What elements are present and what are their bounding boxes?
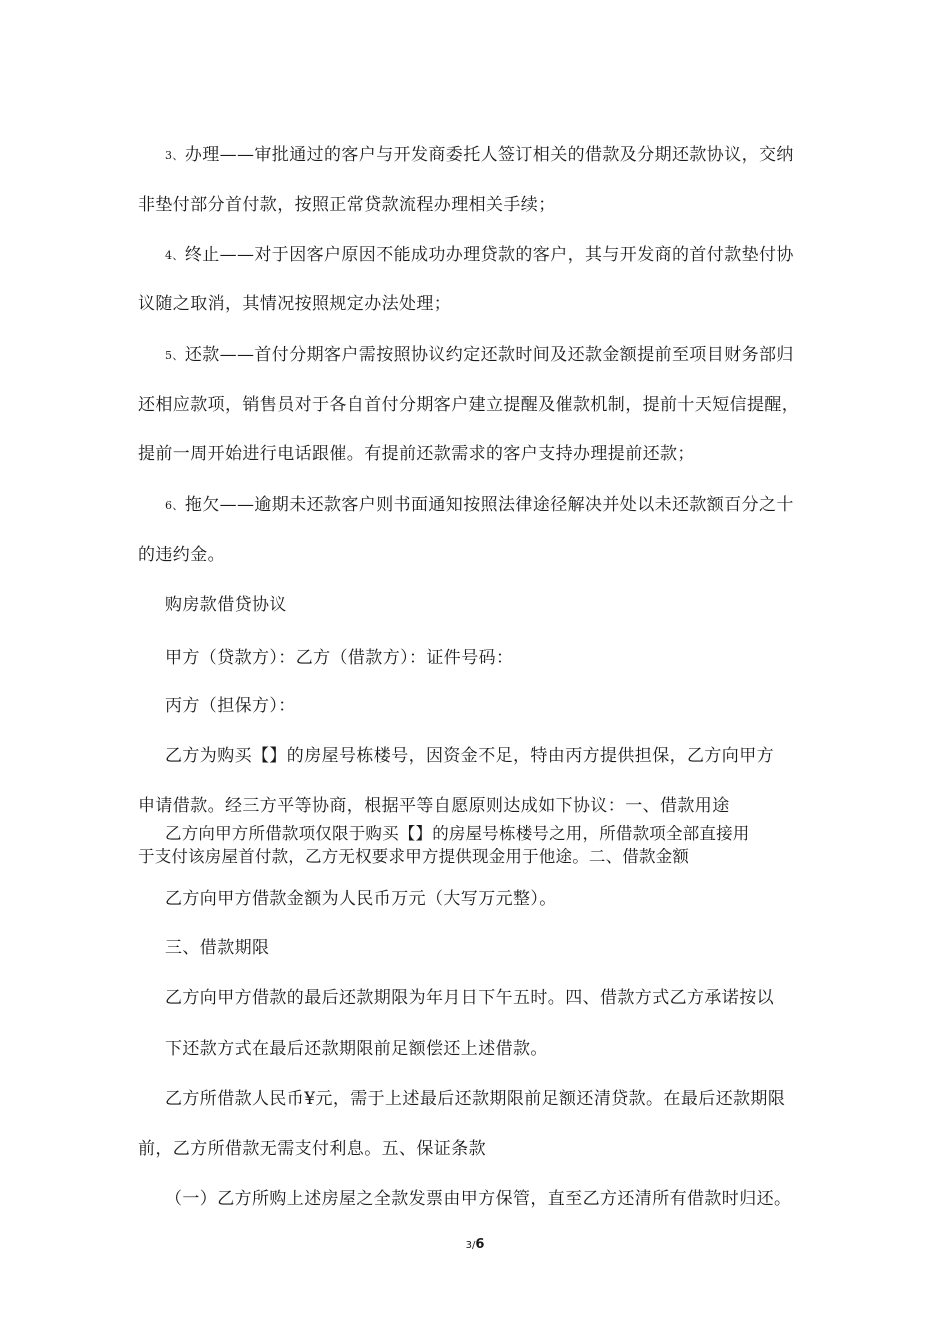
parties-line-2: 丙方（担保方）： [165,696,296,716]
paragraph-line: 下还款方式在最后还款期限前足额偿还上述借款。 [165,1039,548,1059]
item-text: 还款——首付分期客户需按照协议约定还款时间及还款金额提前至项目财务部归 [184,345,794,365]
parties-line-1: 甲方（贷款方）：乙方（借款方）：证件号码： [165,648,514,668]
paragraph-line: （一）乙方所购上述房屋之全款发票由甲方保管，直至乙方还清所有借款时归还。 [165,1189,792,1209]
agreement-title: 购房款借贷协议 [165,595,287,615]
item-number: 3、 [165,149,184,162]
paragraph-line: 申请借款。经三方平等协商，根据平等自愿原则达成如下协议：一、借款用途 [138,796,730,816]
item-text: 拖欠——逾期未还款客户则书面通知按照法律途径解决并处以未还款额百分之十 [184,495,794,515]
item-5-line3: 提前一周开始进行电话跟催。有提前还款需求的客户支持办理提前还款； [138,444,695,464]
item-3-line1 [165,144,794,167]
paragraph-line: 前，乙方所借款无需支付利息。五、保证条款 [138,1139,486,1159]
total-pages: 6 [475,1237,485,1252]
item-4-line2: 议随之取消，其情况按照规定办法处理； [138,294,452,314]
item-number: 5、 [165,349,184,362]
paragraph-line: 乙方向甲方借款金额为人民币万元（大写万元整）。 [165,889,557,909]
paragraph-line: 乙方为购买【】的房屋号栋楼号，因资金不足，特由丙方提供担保，乙方向甲方 [165,746,774,766]
item-6-line2: 的违约金。 [138,545,225,565]
item-4-line1 [165,244,794,267]
page-separator: / [471,1240,476,1251]
section-heading: 三、借款期限 [165,938,270,958]
item-3-line2: 非垫付部分首付款，按照正常贷款流程办理相关手续； [138,195,556,215]
paragraph-line: 于支付该房屋首付款，乙方无权要求甲方提供现金用于他途。二、借款金额 [138,847,690,866]
item-5-line2: 还相应款项，销售员对于各自首付分期客户建立提醒及催款机制，提前十天短信提醒， [138,395,800,415]
current-page: 3 [465,1240,472,1251]
item-5-line1 [165,344,794,367]
item-number: 4、 [165,249,184,262]
paragraph-line: 乙方所借款人民币¥元，需于上述最后还款期限前足额还清贷款。在最后还款期限 [165,1089,786,1109]
page-number [0,1236,950,1254]
item-text: 办理——审批通过的客户与开发商委托人签订相关的借款及分期还款协议，交纳 [184,145,794,165]
paragraph-line: 乙方向甲方借款的最后还款期限为年月日下午五时。四、借款方式乙方承诺按以 [165,988,774,1008]
item-number: 6、 [165,499,184,512]
item-text: 终止——对于因客户原因不能成功办理贷款的客户，其与开发商的首付款垫付协 [184,245,794,265]
item-6-line1 [165,494,794,517]
paragraph-line: 乙方向甲方所借款项仅限于购买【】的房屋号栋楼号之用，所借款项全部直接用 [165,824,750,843]
